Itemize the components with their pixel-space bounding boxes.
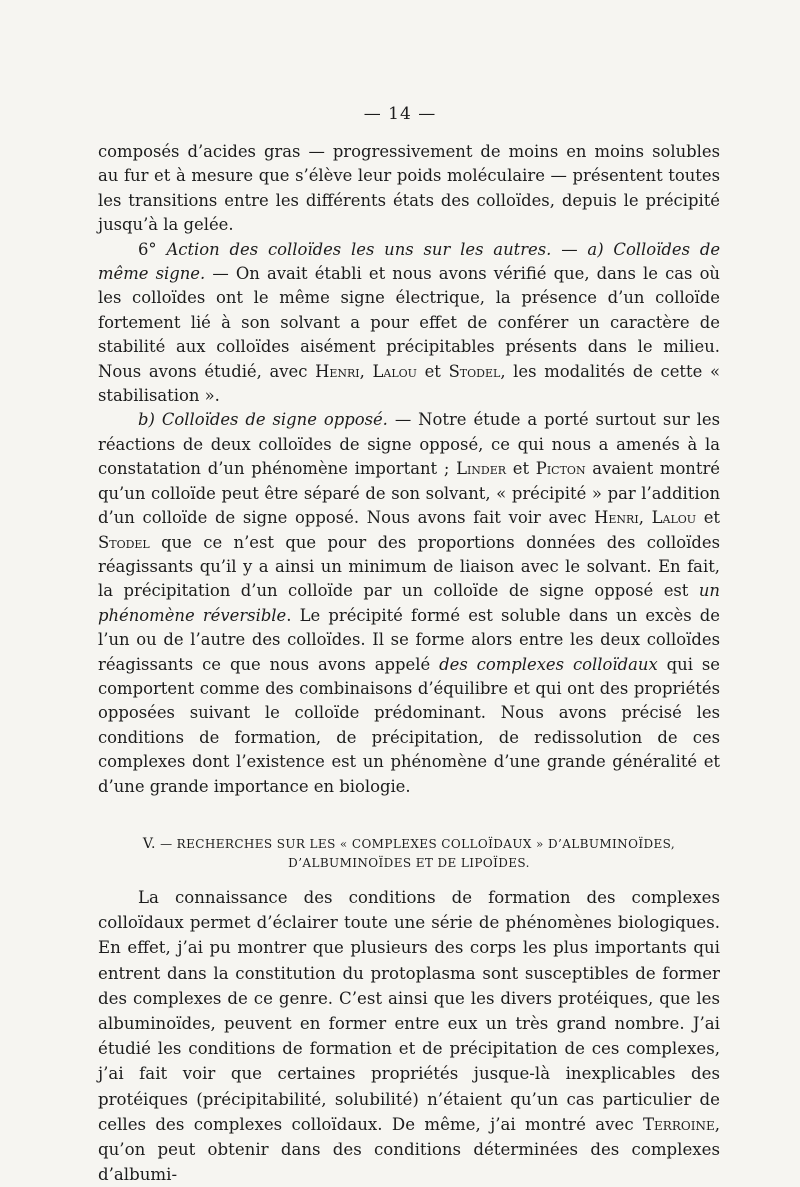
italic-text: Action des colloïdes les uns sur les autres. bbox=[166, 239, 552, 259]
text-run: , qu’on peut obtenir dans des conditions déterminées des complexes d’albumi- bbox=[98, 1114, 720, 1185]
text-run: , les modalités de cette « stabilisation ». bbox=[98, 361, 720, 406]
author-name: Linder bbox=[456, 459, 507, 479]
text-run: qui se comportent comme des combinaisons d’équilibre et qui ont des propriétés opposées suivant le colloïde prédominant. Nous avons précisé les conditions de formation, de précipitation, de redissolution de ces complexes dont l’existence est un phénomène d’une grande généralité et d’une grande importance en biologie. bbox=[98, 654, 720, 796]
author-name: Stodel bbox=[98, 532, 150, 552]
author-name: Picton bbox=[535, 459, 586, 479]
text-run: . Le précipité formé est soluble dans un excès de l’un ou de l’autre des colloïdes. Il se forme alors entre les deux colloïdes réagissants ce que nous avons appelé bbox=[98, 605, 720, 674]
text-run: — Notre étude a porté surtout sur les réactions de deux colloïdes de signe opposé, ce qui nous a amenés à la constatation d’un phénomène important ; bbox=[98, 410, 720, 479]
text-run: , bbox=[359, 361, 373, 381]
page-number: — 14 — bbox=[363, 104, 437, 124]
paragraph-p1 bbox=[98, 140, 720, 238]
section-number: V. bbox=[142, 835, 156, 852]
paragraph-p4 bbox=[98, 885, 720, 1187]
body-text bbox=[98, 140, 720, 1187]
italic-text: des complexes colloïdaux bbox=[439, 654, 658, 674]
text-run: , bbox=[638, 508, 652, 528]
author-name: Terroine bbox=[642, 1114, 715, 1134]
text-run: La connaissance des conditions de formation des complexes colloïdaux permet d’éclairer toute une série de phénomènes biologiques. En effet, j’ai pu montrer que plusieurs des corps les plus importants qui entrent dans la constitution du protoplasma sont susceptibles de former des complexes de ce genre. C’est ainsi que les divers protéiques, que les albuminoïdes, peuvent en former entre eux un très grand nombre. J’ai étudié les conditions de formation et de précipitation de ces complexes, j’ai fait voir que certaines propriétés jusque-là inexplicables des protéiques (précipitabilité, solubilité) n’étaient qu’un cas particulier de celles des complexes colloïdaux. De même, j’ai montré avec bbox=[98, 887, 720, 1134]
text-run: et bbox=[506, 459, 536, 479]
paragraph-p2 bbox=[98, 238, 720, 409]
author-name: Lalou bbox=[651, 508, 697, 528]
paragraph-p3 bbox=[98, 408, 720, 799]
author-name: Henri bbox=[594, 508, 639, 528]
text-run: 6° bbox=[138, 239, 167, 259]
text-run: avaient montré qu’un colloïde peut être séparé de son solvant, « précipité » par l’addition d’un colloïde de signe opposé. Nous avons fait voir avec bbox=[98, 459, 720, 528]
text-run: et bbox=[696, 508, 721, 528]
section-heading bbox=[98, 835, 720, 873]
author-name: Henri bbox=[315, 361, 360, 381]
author-name: Stodel bbox=[448, 361, 501, 381]
text-run: et bbox=[416, 361, 449, 381]
section-title: — RECHERCHES SUR LES « COMPLEXES COLLOÏDAUX » D’ALBUMINOÏDES, D’ALBUMINOÏDES ET DE LIPOÏDES. bbox=[160, 836, 676, 870]
text-run: — bbox=[551, 239, 588, 259]
text-run: composés d’acides gras — progressivement de moins en moins solubles au fur et à mesure que s’élève leur poids moléculaire — présentent toutes les transitions entre les différents états des colloïdes, depuis le précipité jusqu’à la gelée. bbox=[98, 142, 720, 235]
text-run: — On avait établi et nous avons vérifié que, dans le cas où les colloïdes ont le même signe électrique, la présence d’un colloïde fortement lié à son solvant a pour effet de conférer un caractère de stabilité aux colloïdes aisément précipitables présents dans le milieu. Nous avons étudié, avec bbox=[98, 264, 720, 381]
italic-text: a) Colloïdes de même signe. bbox=[98, 239, 721, 284]
text-run: que ce n’est que pour des proportions données des colloïdes réagissants qu’il y a ainsi un minimum de liaison avec le solvant. En fait, la précipitation d’un colloïde par un colloïde de signe opposé est bbox=[98, 532, 720, 601]
author-name: Lalou bbox=[372, 361, 417, 381]
italic-text: un phénomène réversible bbox=[98, 581, 720, 625]
italic-text: b) Colloïdes de signe opposé. bbox=[138, 410, 388, 430]
